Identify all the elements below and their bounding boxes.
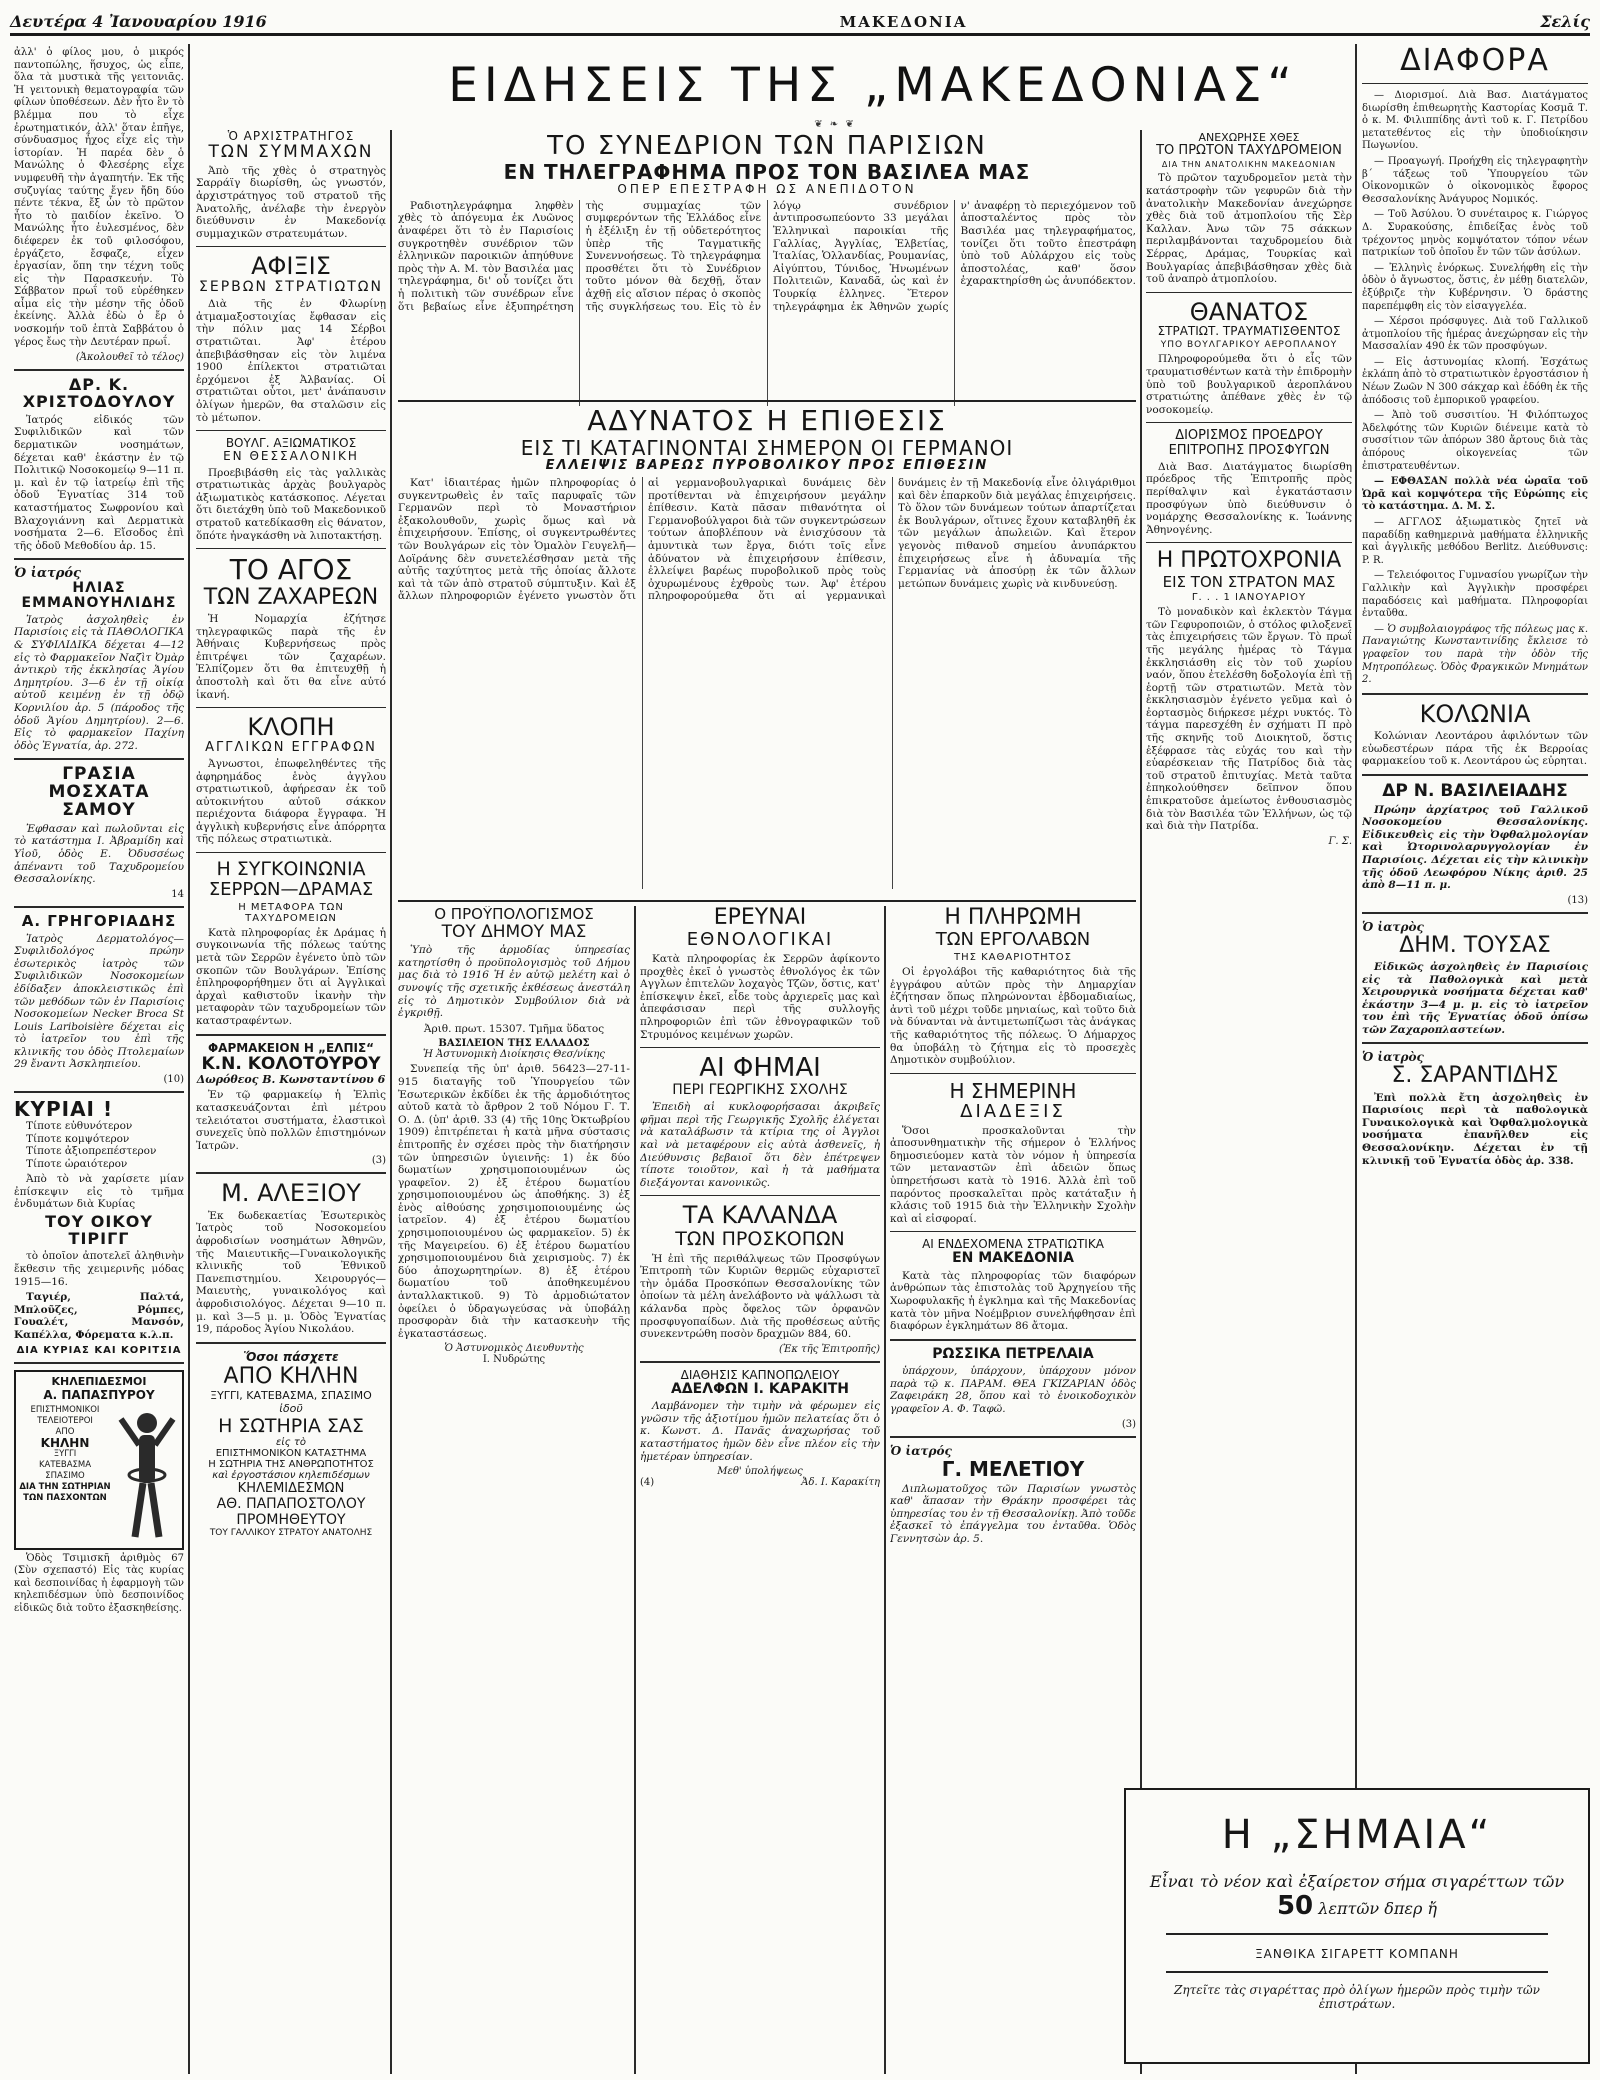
- ad-simaia-foot: Ζητεῖτε τὰς σιγαρέττας πρὸ ὀλίγων ἡμερῶν πρὸς τιμὴν τῶν ἐπιστράτων.: [1174, 1983, 1540, 2011]
- ad-colonia-title: ΚΟΛΩΝΙΑ: [1419, 699, 1531, 728]
- ad-colonia-text: Κολώνιαν Λεοντάρου ἀφιλόντων τῶν εὐωδεστέρων πάρα τῆς ἐκ Βερροίας φαρμακείου τοῦ κ. Λεοντάρου ὡς εὐρηται.: [1362, 730, 1588, 768]
- article-research-title1: ΕΡΕΥΝΑΙ: [713, 906, 807, 930]
- article-afixis-title2: ΣΕΡΒΩΝ ΣΤΡΑΤΙΩΤΩΝ: [199, 278, 383, 295]
- ad-elpis-text: Ἐν τῷ φαρμακείῳ ἡ Ἐλπὶς κατασκευάζονται ἐπὶ μέτρου τελειότατοι συστήματα, ἐλαστικοὶ συνεχεῖς ὑπὸ πολλῶν ἐπιστημόνων Ἰατρῶν.: [196, 1089, 386, 1152]
- article-post-title2: ΤΟ ΠΡΩΤΟΝ ΤΑΧΥΔΡΟΜΕΙΟΝ: [1156, 143, 1342, 159]
- ad-kili-lines: ΞΥΓΓΙ, ΚΑΤΕΒΑΣΜΑ, ΣΠΑΣΙΜΟ: [210, 1388, 372, 1402]
- article-military-title1: ΑΙ ΕΝΔΕΧΟΜΕΝΑ ΣΤΡΑΤΙΩΤΙΚΑ: [922, 1237, 1104, 1252]
- article-rumours-title2: ΠΕΡΙ ΓΕΩΡΓΙΚΗΣ ΣΧΟΛΗΣ: [672, 1081, 848, 1098]
- ad-sarantidis-title: Σ. ΣΑΡΑΝΤΙΔΗΣ: [1391, 1063, 1559, 1089]
- ad-papaspyrou: [14, 1370, 184, 1550]
- ad-kili-supply: ΠΡΟΜΗΘΕΥΤΟΥ: [236, 1511, 346, 1528]
- misc-item: — Διορισμοί. Διὰ Βασ. Διατάγματος διωρίσθη ἐπιθεωρητὴς Καστορίας Κοσμᾶ Τ. ὁ κ. Μ. Φιλιππίδης ἀντὶ τοῦ κ. Γ. Πετρίδου μετατεθέντος εἰς τὴν ὑποδιοίκησιν Πωγωνίου.: [1362, 90, 1588, 152]
- ad-elpis-title2: Κ.Ν. ΚΟΛΟΤΟΥΡΟΥ: [201, 1053, 381, 1074]
- ad-kyriai-line: Τίποτε εὐθυνότερον: [26, 1120, 133, 1133]
- article-attack-sub: ΕΙΣ ΤΙ ΚΑΤΑΓΙΝΟΝΤΑΙ ΣΗΜΕΡΟΝ ΟΙ ΓΕΡΜΑΝΟΙ: [520, 435, 1014, 460]
- ad-simaia: [1124, 1788, 1590, 2064]
- article-post-text: Τὸ πρῶτον ταχυδρομεῖον μετὰ τὴν κατάστροφὴν τῶν γεφυρῶν διὰ τὴν ἀνατολικὴν Μακεδονίαν ἀνεχώρησε χθὲς διὰ τοῦ ἀτμοπλοίου τῆς Σὲρ Καλλαν. Ἀνω τῶν 75 σάκκων περιλαμβάνονται ταχυδρομείου διὰ Σέρρας, Δράμας, Τουρκίας καὶ Βουλγαρίας ἀπεβιβάσθησαν χθὲς διὰ τοῦ ἀναπρὸ ἀτμοπλοίου.: [1146, 172, 1352, 286]
- column-5: [890, 906, 1136, 2074]
- article-budget-place: Ἡ Ἀστυνομικὴ Διοίκησις Θεσ/νίκης: [422, 1049, 606, 1061]
- article-budget-text: Ὑπὸ τῆς ἁρμοδίας ὑπηρεσίας κατηρτίσθη ὁ προϋπολογισμὸς τοῦ Δήμου μας διὰ τὸ 1916 Ἡ ἐν αὐτῷ μελέτη καὶ ὁ συνοψίς τῆς σχετικῆς ἐκθέσεως ἀνεστάλη εἰς τὸ Δημοτικὸν Συμβούλιον διὰ νὰ ἐγκριθῇ.: [398, 944, 630, 1020]
- ad-simaia-line: [1136, 1872, 1578, 1921]
- article-payment-title2: ΤΩΝ ΕΡΓΟΛΑΒΩΝ: [935, 929, 1091, 951]
- column-rule: [1140, 130, 1142, 2074]
- misc-item: — Προαγωγή. Προήχθη εἰς τηλεγραφητὴν β΄ τάξεως τοῦ Ὑπουργείου τῶν Οἰκονομικῶν ὁ οἰκονομικὸς ἔφορος Θεσσαλονίκης Ἀνάγυρος Νομικός.: [1362, 155, 1588, 205]
- column-rule: [188, 44, 190, 2074]
- running-header: [10, 6, 1590, 36]
- ad-grigoriadis-title: Α. ΓΡΗΓΟΡΙΑΔΗΣ: [21, 911, 177, 930]
- ad-elpis-sub: Δωρόθεος Β. Κωνσταντίνου 6: [196, 1073, 386, 1087]
- article-budget-sign: Ὁ Ἀστυνομικὸς Διευθυντὴς: [444, 1343, 584, 1355]
- column-rule: [884, 906, 886, 2074]
- ad-line: ΞΥΓΓΙ: [53, 1448, 77, 1459]
- section-rule: [398, 900, 1136, 902]
- article-klopi-title1: ΚΛΟΠΗ: [247, 713, 335, 742]
- ad-tirigg-text: τὸ ὁποῖον ἀποτελεῖ ἀληθινὴν ἔκθεσιν τῆς χειμερινῆς μόδας 1915—16.: [14, 1250, 184, 1288]
- ad-kili: [196, 1350, 386, 1538]
- ad-tousas-head: Ὁ ἰατρὸς: [1362, 919, 1424, 934]
- article-payment-sub: ΤΗΣ ΚΑΘΑΡΙΟΤΗΤΟΣ: [953, 951, 1072, 963]
- column-rule: [1355, 44, 1357, 2074]
- article-refugees-title: ΔΙΟΡΙΣΜΟΣ ΠΡΟΕΔΡΟΥ: [1175, 428, 1323, 444]
- ad-christodoulou-title: ΔΡ. Κ. ΧΡΙΣΤΟΔΟΥΛΟΥ: [22, 375, 176, 412]
- article-synkoinonia-text: Κατὰ πληροφορίας ἐκ Δράμας ἡ συγκοινωνία τῆς πόλεως ταύτης μετὰ τῶν Σερρῶν ἐγένετο ὑπὸ τῶν σκοπῶν τῶν Βουλγάρων. Ἐπίσης ἐπληροφορήθημεν ὅτι αἱ Ἀγγλικαὶ ἀρχαὶ καθιστοῦν ἱκανὴν τὴν μεταφορὰν τῶν ταχυδρομείων τῶν καταστραφέντων.: [196, 926, 386, 1027]
- ad-sarantidis-text: Ἐπὶ πολλὰ ἔτη ἀσχοληθεὶς ἐν Παρισίοις περὶ τὰ παθολογικὰ Γυναικολογικὰ καὶ Ὀφθαλμολογικὰ νοσήματα ἐπανῆλθεν εἰς Θεσσαλονίκην. Δέχεται ἐν τῇ κλινικῇ τοῦ Ἐγνατία ὁδὸς ἀρ. 338.: [1362, 1091, 1588, 1167]
- serial-continued: (Ἀκολουθεῖ τὸ τέλος): [75, 352, 184, 364]
- column-rule: [390, 130, 392, 2074]
- ad-vasileiadis-num: (13): [1567, 894, 1588, 906]
- ad-kili-top: Ὅσοι πάσχετε: [243, 1349, 339, 1364]
- ad-kili-inst2: Η ΣΩΤΗΡΙΑ ΤΗΣ ΑΝΘΡΩΠΟΤΗΤΟΣ: [208, 1458, 374, 1470]
- article-archistrategos-title1: Ὁ ΑΡΧΙΣΤΡΑΤΗΓΟΣ: [227, 130, 355, 143]
- header-date: Δευτέρα 4 Ἰανουαρίου 1916: [10, 12, 267, 31]
- ad-tirigg-foot: ΔΙΑ ΚΥΡΙΑΣ ΚΑΙ ΚΟΡΙΤΣΙΑ: [16, 1344, 182, 1356]
- ad-line: ΚΗΛΗΝ: [40, 1435, 90, 1450]
- ad-alexiou-text: Ἐκ δωδεκαετίας Ἐσωτερικὸς Ἰατρὸς τοῦ Νοσοκομείου ἀφροδισίων νοσημάτων Ἀθηνῶν, τῆς Μαιευτικῆς—Γυναικολογικῆς κλινικῆς τοῦ Ἐθνικοῦ Πανεπιστημίου. Χειρουργός—Μαιευτὴς, γυναικολόγος καὶ ἀφροδισιολόγος. Δέχεται 9—10 π. μ. καὶ 3—5 μ. μ. Ὁδὸς Ἐγνατίας 19, πάροδος Ἁγίου Νικολάου.: [196, 1209, 386, 1336]
- notice-karakiti-sign: Μεθ' ὑπολήψεως: [717, 1466, 803, 1478]
- ad-kyriai-line: Τίποτε ἀξιοπρεπέστερον: [26, 1145, 157, 1158]
- article-newyear-title: Η ΠΡΩΤΟΧΡΟΝΙΑ: [1156, 548, 1342, 574]
- article-agos-title2: ΤΩΝ ΖΑΧΑΡΕΩΝ: [203, 584, 379, 610]
- ad-line: ΕΠΙΣΤΗΜΟΝΙΚΟΙ: [30, 1404, 100, 1415]
- article-military-text: Κατὰ τὰς πληροφορίας τῶν διαφόρων ἀνθρώπων τὰς ἐπιστολὰς τοῦ Ἀρχηγείου τῆς Χωροφυλακῆς ἡ ἐγκλημα καὶ τῆς Μακεδονίας κατὰ τὸν μῆνα Νοέμβριον συνελήφθησαν ἐπὶ διαφόρων ἐγκλημάτων 86 ἄτομα.: [890, 1269, 1136, 1333]
- ad-simaia-text2: λεπτῶν δπερ ἤ: [1318, 1899, 1438, 1918]
- ad-meletiou-head: Ὁ ἰατρός: [890, 1443, 952, 1458]
- article-attack: [398, 406, 1136, 892]
- article-conference-sub: ΕΝ ΤΗΛΕΓΡΑΦΗΜΑ ΠΡΟΣ ΤΟΝ ΒΑΣΙΛΕΑ ΜΑΣ: [503, 159, 1031, 184]
- article-conference: [398, 132, 1136, 409]
- ad-christodoulou-text: Ἰατρός εἰδικός τῶν Συφιλιδικῶν καὶ τῶν δερματικῶν νοσημάτων, δέχεται καθ' ἑκάστην ἐν τῷ Πολιτικῷ Νοσοκομείῳ 9—11 π. μ. καὶ ἐν τῷ ἰατρείῳ ἐπὶ τῆς ὁδοῦ Ἐγνατίας 314 τοῦ καταστήματος Σωφρονίου καὶ Βλαχογιάννη καὶ Δερματικὰ νοσήματα 2—6. Εἴσοδος ἐπὶ τῆς ὁδοῦ Μεθοδίου ἀρ. 15.: [14, 413, 184, 552]
- article-carols-sign: (Ἐκ τῆς Ἐπιτροπῆς): [779, 1343, 880, 1355]
- ad-line: ΚΑΤΕΒΑΣΜΑ: [38, 1459, 92, 1470]
- article-death-text: Πληροφορούμεθα ὅτι ὁ εἷς τῶν τραυματισθέντων κατὰ τὴν ἐπιδρομὴν ὑπὸ τοῦ βουλγαρικοῦ ἀεροπλάνου στρατιώτης ἀπέθανε χθὲς ἐν τῷ νοσοκομείῳ.: [1146, 353, 1352, 416]
- masthead-ornament: ❦ ❧ ❦: [814, 119, 856, 130]
- ad-grigoriadis-num: (10): [163, 1074, 184, 1086]
- ad-kyriai-title: ΚΥΡΙΑΙ !: [14, 1097, 114, 1122]
- article-budget-title1: Ο ΠΡΟΫΠΟΛΟΓΙΣΜΟΣ: [434, 906, 594, 923]
- ad-simaia-title: Η „ΣΗΜΑΙΑ“: [1221, 1812, 1493, 1858]
- ad-simaia-company: ΞΑΝΘΙΚΑ ΣΙΓΑΡΕΤΤ ΚΟΜΠΑΝΗ: [1255, 1947, 1459, 1961]
- misc-title: ΔΙΑΦΟΡΑ: [1400, 44, 1550, 78]
- article-distinction-text: Ὅσοι προσκαλοῦνται τὴν ἀποσυνθηματικὴν τῆς σήμερον ὁ Ἑλλήνος δημοσιεύομεν κατὰ τὸν νόμον ἡ ὑπηρεσία τῶν μεταναστῶν ἐπὶ ἀδειῶν ὅπως ὑπηρετήσωσι κατὰ τὸ 1916. Ἀλλὰ ἐπὶ τοῦ παρόντος προσκαλεῖται πρὸς κατάταξιν ἡ κλάσις τοῦ 1915 διὰ τὴν Ἑλληνικὴν Σχολὴν καὶ αἱ εἰσφοραί.: [890, 1124, 1136, 1225]
- ad-kili-k: ΚΗΛΕΜΙΔΕΣΜΩΝ: [237, 1480, 345, 1496]
- ad-simaia-text: Εἶναι τὸ νέον καὶ ἐξαίρετον σήμα σιγαρέττων τῶν: [1149, 1872, 1565, 1891]
- ad-petroleum-title: ΡΩΣΣΙΚΑ ΠΕΤΡΕΛΑΙΑ: [932, 1345, 1094, 1362]
- article-death-title: ΘΑΝΑΤΟΣ: [1189, 297, 1309, 326]
- section-rule: [398, 400, 1136, 402]
- article-synkoinonia-sub: Η ΜΕΤΑΦΟΡΑ ΤΩΝ ΤΑΧΥΔΡΟΜΕΙΩΝ: [238, 901, 344, 924]
- misc-item: — Ἀπὸ τοῦ συσσιτίου. Ἡ Φιλόπτωχος Ἀδελφότης τῶν Κυριῶν διένειμε κατὰ τὸ συσσίτιον τῶν ἀπόρων 380 ἄρτους διὰ τὰς ἀπόρους οἰκογενείας τῶν ἐπιστρατευθέντων.: [1362, 410, 1588, 472]
- ad-petroleum-text: ὑπάρχουν, ὑπάρχουν, ὑπάρχουν μόνον παρὰ τῷ κ. ΠΑΡΑΜ. ΘΕΑ ΓΚΙΖΑΡΙΑΝ ὁδὸς Ζαφειράκη 28, ὅπου καὶ τὸ ἐνοικοδοχικὸν γραφεῖον Α. Φ. Ταφῶ.: [890, 1365, 1136, 1415]
- ad-kyriai-line: Τίποτε κομψότερον: [26, 1132, 130, 1145]
- article-attack-title: ΑΔΥΝΑΤΟΣ Η ΕΠΙΘΕΣΙΣ: [587, 404, 947, 437]
- ad-kili-title: ΑΠΟ ΚΗΛΗΝ: [223, 1363, 359, 1389]
- ad-kili-owner: ΑΘ. ΠΑΠΑΠΟΣΤΟΛΟΥ: [216, 1495, 366, 1512]
- misc-item: — ΑΓΓΛΟΣ ἀξιωματικὸς ζητεῖ νὰ παραδίδῃ καθημερινὰ μαθήματα ἑλληνικῆς καὶ ἀγγλικῆς μεθόδου Berlitz. Διεύθυνσις: P. R.: [1362, 517, 1588, 566]
- article-conference-title: ΤΟ ΣΥΝΕΔΡΙΟΝ ΤΩΝ ΠΑΡΙΣΙΩΝ: [547, 131, 987, 161]
- header-paper-name: ΜΑΚΕΔΟΝΙΑ: [839, 13, 968, 31]
- article-budget-king: ΒΑΣΙΛΕΙΟΝ ΤΗΣ ΕΛΛΑΔΟΣ: [438, 1038, 590, 1050]
- ad-kili-small: εἰς τὸ: [276, 1436, 306, 1448]
- ad-kyriai-line: Τίποτε ὡραιότερον: [26, 1157, 128, 1170]
- article-conference-sub2: ΟΠΕΡ ΕΠΕΣΤΡΑΦΗ ΩΣ ΑΝΕΠΙΔΟΤΟΝ: [617, 181, 917, 196]
- article-death-sub: ΣΤΡΑΤΙΩΤ. ΤΡΑΥΜΑΤΙΣΘΕΝΤΟΣ: [1157, 324, 1341, 339]
- ad-kili-and: καὶ ἐργοστάσιον κηλεπιδέσμων: [212, 1469, 370, 1481]
- column-2: [196, 130, 386, 2074]
- misc-item: — Τελειόφοιτος Γυμνασίου γνωρίζων τὴν Γαλλικὴν καὶ Ἀγγλικὴν προσφέρει παραδόσεις καὶ μαθήματα. Πληροφορίαι ἐνταῦθα.: [1362, 570, 1588, 620]
- article-distinction-title2: ΔΙΑΔΕΞΙΣ: [960, 1100, 1066, 1122]
- article-attack-text: Κατ' ἰδιαιτέρας ἡμῶν πληροφορίας ὁ συγκεντρωθεὶς ἐν ταῖς παρυφαῖς τῶν Γερμανῶν περὶ τὸ Μοναστήριον ἐξακολουθοῦν, χωρὶς ὅμως καὶ νὰ ἐπιχειρήσουν. Ἐπίσης, οἱ συγκεντρωθέντες τῶν Βουλγάρων εἰς τὸν Ὁμαλὸν Γευγελῆ—Δοϊράνης δὲν συνετελέσθησαν μετὰ τῆς αὐτῆς ταχύτητος μετὰ τῆς ὁποίας ἄλλοτε καὶ τὰ τῶν ἀπὸ στρατοῦ σύμπτυξιν. Καὶ ἐξ ἄλλων πληροφοριῶν ἐγένετο γνωστὸν ὅτι αἱ γερμανοβουλγαρικαὶ δυνάμεις δὲν προτίθενται νὰ ἐπιχειρήσουν μεγάλην ἐπίθεσιν. Κατὰ πᾶσαν πιθανότητα οἱ Γερμανοβούλγαροι διὰ τῶν συγκεντρώσεων τούτων ἀποβλέπουν νὰ ἐνισχύσουν τὰ ἀμυντικὰ των ἔργα, διότι τοῖς εἶνε ἀδύνατον νὰ ἐπιχειρήσουν ἐπίθεσιν, ἐλλείψει βαρέως πυροβολικοῦ πρὸς τοὺς ὀχυρωμένους ἐχθροὺς των. Ἀφ' ἑτέρου πληροφορούμεθα ὅτι αἱ γερμανικαὶ δυνάμεις ἐν τῇ Μακεδονίᾳ εἶνε ὀλιγάριθμοι καὶ δὲν ἐπαρκοῦν διὰ μεγάλας ἐπιχειρήσεις. Τὸ ὅλον τῶν δυνάμεων τούτων ἀπαρτίζεται ἐκ Βουλγάρων, οἵτινες ἔχουν καταβληθῆ ἐκ τῶν μεγάλων ἀπωλειῶν. Καὶ ἕτερον γεγονὸς πιθανοῦ σημείου ἀνυπάρκτου ἐπιχειρήσεως εἶνε ἡ ἀδυναμία τῆς Γερμανίας νὰ ἀποσύρῃ ἐκ τῶν ἄλλων μετώπων δυνάμεις χωρὶς νὰ κινδυνεύσῃ.: [398, 477, 1137, 603]
- article-carols-text: Ἡ ἐπὶ τῆς περιθάλψεως τῶν Προσφύγων Ἐπιτροπὴ τῶν Κυριῶν θερμῶς εὐχαριστεῖ τὴν ὁμάδα Προσκόπων Θεσσαλονίκης τῶν ὁποίων τὰ μέλη ἀνελάβοντο νὰ ψάλλωσι τὰ κάλανδα πρὸς ὄφελος τῶν ὀρφανῶν προσφυγοπαίδων. Διὰ τῆς προθέσεως αὐτῆς συνεκεντρώθη ποσὸν δραχμῶν 884, 60.: [640, 1252, 880, 1341]
- ad-grigoriadis-text: Ἰατρὸς Δερματολόγος—Συφιλιδολόγος πρώην ἐσωτερικὸς ἰατρὸς τῶν Συφιλιδικῶν Νοσοκομείων ἐδίδαξεν ἀποκλειστικῶς ἐπὶ τῶν μεθόδων τῶν ἐν Παρισίοις Νοσοκομείων Necker Broca St Louis Lariboisière δέχεται εἰς τὸ ἰατρεῖον του ἐπὶ τῆς κλινικῆς του ὁδὸς Πτολεμαίων 29 ἔναντι Ἀσκληπιείου.: [14, 932, 184, 1071]
- column-1: [14, 44, 184, 2074]
- article-death-sub2: ΥΠΟ ΒΟΥΛΓΑΡΙΚΟΥ ΑΕΡΟΠΛΑΝΟΥ: [1160, 340, 1338, 351]
- ad-elpis-num: (3): [371, 1155, 386, 1167]
- misc-item: — Τοῦ Ἀσύλου. Ὁ συνέταιρος κ. Γιώργος Δ. Συρακούσης, ἐπιδείξας ἑνὸς τοῦ τρέχοντος μηνὸς κομψότατον τόπον νέων πατρικίων τοῦ ὁποῖου ἔν τῶν τῶν ἀσύλων.: [1362, 209, 1588, 259]
- ad-vasileiadis-title: ΔΡ Ν. ΒΑΣΙΛΕΙΑΔΗΣ: [1382, 780, 1568, 801]
- article-voulgar-text: Προεβιβάσθη εἰς τὰς γαλλικὰς στρατιωτικὰς ἀρχὰς βουλγαρὸς ἀξιωματικὸς κατάσκοπος. Λέγεται ὅτι διετάχθη ὑπὸ τοῦ Μακεδονικοῦ στρατοῦ κατεδίκασθη εἰς θάνατον, ὅπότε ἠναγκάσθη νὰ λιποτακτήσῃ.: [196, 466, 386, 542]
- article-post-title1: ΑΝΕΧΩΡΗΣΕ ΧΘΕΣ: [1198, 132, 1300, 144]
- misc-item: — ΕΦΘΑΣΑΝ πολλὰ νέα ὡραῖα τοῦ Ὠρᾶ καὶ κομψότερα τῆς Εὐρώπης εἰς τὸ κατάστημα. Δ. Μ. Σ.: [1362, 476, 1588, 513]
- header-page-label: Σελίς: [1540, 12, 1590, 31]
- article-budget-ref: Ἀριθ. πρωτ. 15307. Τμῆμα ὕδατος: [423, 1022, 605, 1035]
- ad-sarantidis-head: Ὁ ἰατρὸς: [1362, 1050, 1424, 1065]
- ad-line: ΑΠΟ: [55, 1426, 75, 1437]
- masthead-title: ΕΙΔΗΣΕΙΣ ΤΗΣ „ΜΑΚΕΔΟΝΙΑΣ“: [448, 58, 1298, 113]
- article-afixis-text: Διὰ τῆς ἐν Φλωρίνῃ ἀτμαμαξοστοιχίας ἔφθασαν εἰς τὴν πόλιν μας 14 Σέρβοι στρατιῶται. Ἀφ' ἑτέρου ἀπεβιβάσθησαν εἰς τὸν λιμένα 1900 ἐπίλεκτοι στρατιῶται ἐρχόμενοι ἐξ Ἀλβανίας. Οἱ στρατιῶται οὗτοι, μετ' ἀνάπαυσιν ὀλίγων ἡμερῶν, θα σταλῶσιν εἰς τὸ μέτωπον.: [196, 298, 386, 424]
- misc-item: — Ὁ συμβολαιογράφος τῆς πόλεως μας κ. Παναγιώτης Κωνσταντινίδης ἔκλεισε τὸ γραφεῖον του παρὰ τὴν ὁδὸν τῆς Μητροπόλεως. Ὁδὸς Φραγκικῶν Μνημάτων 2.: [1362, 623, 1588, 686]
- article-attack-sub2: ΕΛΛΕΙΨΙΣ ΒΑΡΕΩΣ ΠΥΡΟΒΟΛΙΚΟΥ ΠΡΟΣ ΕΠΙΘΕΣΙΝ: [545, 457, 989, 473]
- article-synkoinonia-title1: Η ΣΥΓΚΟΙΝΩΝΙΑ: [216, 858, 366, 881]
- column-3: [398, 906, 630, 2074]
- ad-tousas-text: Εἰδικῶς ἀσχοληθεὶς ἐν Παρισίοις εἰς τὰ Παθολογικὰ καὶ μετὰ Χειρουργικὰ νοσήματα δέχεται καθ' ἑκάστην 3—4 μ. μ. εἰς τὸ ἰατρεῖον του ἐπὶ τῆς Ἐγνατίας ὁδοῦ ὁπίσω τῶν Ζαχαροπλαστείων.: [1362, 960, 1588, 1036]
- serial-story: ἀλλ' ὁ φίλος μου, ὁ μικρός παντοπώλης, ἥσυχος, ὡς εἶπε, ὅλα τὰ μυστικὰ τῆς γειτονιᾶς. Ἡ γειτονικὴ θεματογραφία τῶν φίλων ὑποθέσεων. Δὲν ἦτο ἓν τὸ βλέμμα που τὸ εἶχε ἐρωτηματικόν, ἀλλ' ὅταν ἐπῆγε, σύνδυασμος ἦχος εἶχε εἰς τὴν ἱστορίαν. Ἡ παρέα δὲν ὁ Μανώλης ὁ Φλεσέρης εἶχε νυμφευθῆ τὴν ἀγαπητήν. Ἐκ τῆς συζυγίας ταύτης ἔγεν ἤδη δύο πέντε τέκνα, ἔξ ὧν τὸ πρῶτον ἦτο τὸ παιδίον ἐκεῖνο. Ὁ Μανώλης ἦτο ἐυλεσμένος, δὲν διέφερεν ἐκ τοῦ φιλοσόφου, ἐργάζετο, ἔσφαζε, εἶχεν ἐργασίαν, ὅπη την τέχνη τοῦς εἰς τὴν Παρασκευήν. Τὸ Σάββατον πρωΐ τοῦ εὑρέθηκεν αἷμα εἰς τὴν μέσην τῆς ὁδοῦ ἐκείνης. Ἀλλὰ ἐδὼ ὁ ἔρ ὁ νοσκομήν τοῦ ἑπτὰ Σαββάτου ὁ γέρος ἔως τὴν Δευτέραν πρωΐ.: [14, 47, 184, 348]
- ad-tirigg-items: Ταγιέρ, Παλτά, Μπλοῦζες, Ρόμπες, Γουαλέτ, Μανσόν, Καπέλλα, Φόρεματα κ.λ.π.: [14, 1291, 184, 1341]
- article-newyear-sub: ΕΙΣ ΤΟΝ ΣΤΡΑΤΟΝ ΜΑΣ: [1162, 572, 1336, 591]
- misc-item: — Χέρσοι πρόσφυγες. Διὰ τοῦ Γαλλικοῦ ἀτμοπλοίου τῆς ἡμέρας ἀνεχώρησαν εἰς τὴν Μασσαλίαν 490 ἐκ τῶν προσφύγων.: [1362, 316, 1588, 353]
- article-refugees-text: Διὰ Βασ. Διατάγματος διωρίσθη πρόεδρος τῆς Ἐπιτροπῆς πρὸς περίθαλψιν καὶ ἐγκατάστασιν προσφύγων ὑπὸ διεύθυνσιν ὁ νομάρχης Θεσσαλονίκης κ. Ἰωάννης Ἀθηνογένης.: [1146, 460, 1352, 536]
- ad-simaia-price: 50: [1276, 1891, 1314, 1921]
- article-budget-title2: ΤΟΥ ΔΗΜΟΥ ΜΑΣ: [441, 921, 587, 942]
- article-newyear-date: Γ. . . 1 ΙΑΝΟΥΑΡΙΟΥ: [1191, 592, 1307, 604]
- article-carols-title2: ΤΩΝ ΠΡΟΣΚΟΠΩΝ: [675, 1227, 845, 1250]
- ad-line: ΤΕΛΕΙΟΤΕΡΟΙ: [37, 1415, 93, 1426]
- article-afixis-title1: ΑΦΙΞΙΣ: [251, 252, 331, 281]
- article-archistrategos-title2: ΤΩΝ ΣΥΜΜΑΧΩΝ: [208, 142, 374, 163]
- column-6: [1362, 44, 1588, 2074]
- column-4: [640, 906, 880, 2074]
- article-payment-title1: Η ΠΛΗΡΩΜΗ: [944, 906, 1082, 930]
- ad-elpis-title1: ΦΑΡΜΑΚΕΙΟΝ Η „ΕΛΠΙΣ“: [207, 1040, 375, 1055]
- article-newyear-text: Τὸ μοναδικὸν καὶ ἐκλεκτὸν Τάγμα τῶν Γεφυροποιῶν, ὁ στόλος φιλοξενεῖ τὰς ἐπιχειρήσεις τῶν ἔργων. Τὸ πρωΐ τῆς μεγάλης ἡμέρας τὸ Τάγμα ἐκκλησιάσθη εἰς τὸν τοῦ χωρίου ναόν, ὅπου ἐτελέσθη δοξολογία ἐπὶ τῇ ἑορτῇ τῶν στρατιωτῶν. Μετὰ τὸν ἐκκλησιασμὸν ἐγένετο γεῦμα καὶ ὁ ἐορτασμὸς διήρκεσε μέχρι νυκτός. Τὸ τάγμα παρεσχέθη ἐν σχήματι Π πρὸ τῆς σκηνῆς τοῦ Διοικητοῦ, ὅστις ἐξέφρασε τὰς εὐχάς του καὶ τὴν εὐαρέσκειαν τῆς Πατρίδος διὰ τὰς τοῦ στρατοῦ ἐπιτυχίας. Μετὰ ταῦτα ἐπηκολούθησεν δεῖπνον ὅπου ἐπικρατοῦσε ἀμείωτος ἐνθουσιασμὸς διὰ τὸν Βασιλέα τῶν Ἑλλήνων, ὡς τῷ καὶ διὰ τὴν Πατρίδα.: [1146, 606, 1352, 833]
- misc-item: — Εἰς ἀστυνομίας κλοπή. Ἐσχάτως ἐκλάπη ἀπὸ τὸ στρατιωτικὸν ἐργοστάσιον ἡ Νέων Ζωῶν Ν 300 σάκχαρ καὶ ἐδόθη ἐκ τῆς ἀπόδοσις τοῦ ἐμπορικοῦ γραφείου.: [1362, 356, 1588, 406]
- ad-kyriai-text: Ἀπὸ τὸ νὰ χαρίσετε μίαν ἐπίσκεψιν εἰς τὸ τμῆμα ἐνδυμάτων διὰ Κυρίας: [14, 1173, 184, 1211]
- article-budget-name: Ι. Νυδρώτης: [482, 1354, 546, 1366]
- ad-papaspyrou-foot: Ὁδὸς Τσιμισκῆ ἀριθμὸς 67 (Σὺν σχεπαστό) Εἰς τὰς κυρίας καὶ δεσποινίδας ἡ ἐφαρμογὴ τῶν κηλεπιδέσμων ὑπὸ δεσποινίδος εἰδικῶς διὰ τοῦτο ἐξασκηθείσης.: [14, 1552, 184, 1614]
- ad-emmanouilidis-title: ΗΛΙΑΣ ΕΜΜΑΝΟΥΗΛΙΔΗΣ: [21, 580, 177, 612]
- article-klopi-title2: ΑΓΓΛΙΚΩΝ ΕΓΓΡΑΦΩΝ: [205, 739, 377, 755]
- ad-papaspyrou-lines: [19, 1405, 111, 1545]
- article-synkoinonia-title2: ΣΕΡΡΩΝ—ΔΡΑΜΑΣ: [208, 878, 374, 900]
- article-rumours-text: Ἐπειδὴ αἱ κυκλοφορήσασαι ἀκριβεῖς φῆμαι περὶ τῆς Γεωργικῆς Σχολῆς ἐλέγεται νὰ καταλάβωσιν τὰ κτίρια της οἱ Ἀγγλοι καὶ νὰ μεταφέρουν εἰς αὐτὰ ἀσθενεῖς, ἡ Διεύθυνσις βεβαιοῖ ὅτι δὲν ἐπέτρεψεν τίποτε τοιοῦτον, καὶ ἡ τὰ μαθήματα διεξάγονται κανονικῶς.: [640, 1101, 880, 1189]
- article-post-sub: ΔΙΑ ΤΗΝ ΑΝΑΤΟΛΙΚΗΝ ΜΑΚΕΔΟΝΙΑΝ: [1161, 160, 1337, 170]
- ad-petroleum-num: (3): [1121, 1418, 1136, 1430]
- ad-moschata-num: 14: [171, 888, 184, 900]
- article-agos-text: Ἡ Νομαρχία ἐζήτησε τηλεγραφικῶς παρὰ τῆς ἐν Ἀθήναις Κυβερνήσεως πρὸς ἐπιτρέψει τῶν ζαχαρέων. Ἐλπίζομεν ὅτι θα ἐπιτευχθῇ ἡ ἀποστολὴ καὶ ὅτι θα εἶνε αὐτό ἱκανή.: [196, 613, 386, 701]
- article-agos-title1: ΤΟ ΑΓΟΣ: [229, 553, 353, 587]
- ad-kili-army: ΤΟΥ ΓΑΛΛΙΚΟΥ ΣΤΡΑΤΟΥ ΑΝΑΤΟΛΗΣ: [209, 1527, 373, 1538]
- ad-moschata-title: ΓΡΑΣΙΑ ΜΟΣΧΑΤΑ ΣΑΜΟΥ: [48, 764, 150, 820]
- article-budget-text2: Συνεπείᾳ τῆς ὑπ' ἀριθ. 56423—27-11-915 διαταγῆς τοῦ Ὑπουργείου τῶν Ἐσωτερικῶν ἐκδίδει ἐκ τῆς ἀρμοδιότητος αὐτοῦ κατὰ τὸ ἄρθρον 2 τοῦ Νόμου Γ. Τ. Ο. Δ. (ὑπ' ἀριθ. 33 (4) τῆς 10ης Ὀκτωβρίου 1909) ἐπιτρέπεται ἡ κατὰ μῆνα σύστασις ἐπιτροπῆς ἐν σχέσει πρὸς τὴν διατήρησιν τῶν ὑπηρεσιῶν ὑγιεινῆς: 1) ἐκ δύο δωματίων χρησιμοποιουμένων ὡς γραφεῖον. 2) ἐξ ἑτέρου δωματίου χρησιμοποιουμένου ὡς ἀποθήκης. 3) ἐξ ἑνὸς αἰθούσης χρησιμοποιουμένης ὡς ἰατρεῖον. 4) ἐξ ἑτέρου δωματίου χρησιμοποιουμένου ὡς φαρμακεῖον. 5) ἐκ τῆς Μαγειρείου. 6) ἐξ ἑτέρου δωματίου χρησιμοποιουμένου διὰ χειρισμοὺς. 7) ἐκ δύο ἀποχωρητηρίων. 8) ἐξ ἑτέρου δωματίου τοῦ ἀποθηκευμένου ἀνταλλακτικοῦ. 9) Τὸ ἁρμοδιώτατον ὀφείλει ὁ ὑδραγωγεύσας νὰ ὑποβάλῃ προσφορὰν διὰ τὴν κατασκευὴν τῆς ἐγκαταστάσεως.: [398, 1063, 630, 1340]
- article-klopi-text: Ἀγνωστοι, ἐπωφεληθέντες τῆς ἀφηρημάδος ἑνὸς ἀγγλου στρατιωτικοῦ, ἀφήρεσαν ἐκ τοῦ αὐτοκινήτου αὐτοῦ σάκκον περιέχοντα διάφορα ἔγγραφα. Ἡ ἀγγλικὴ κυβερνήσις εἶνε ἀπόρρητα τῆς πόλεως στρατιωτικὰ.: [196, 757, 386, 846]
- notice-karakiti-name: Ἀδ. Ι. Καρακίτη: [801, 1477, 880, 1489]
- column-rule: [634, 906, 636, 2074]
- article-voulgar-title1: ΒΟΥΛΓ. ΑΞΙΩΜΑΤΙΚΟΣ: [225, 436, 357, 451]
- article-voulgar-title2: ΕΝ ΘΕΣΣΑΛΟΝΙΚΗ: [223, 449, 359, 464]
- notice-karakiti-title2: ΑΔΕΛΦΩΝ Ι. ΚΑΡΑΚΙΤΗ: [671, 1380, 849, 1397]
- figure-illustration-icon: [115, 1405, 179, 1545]
- ad-emm-head: Ὁ ἰατρός: [14, 566, 81, 582]
- ad-kili-big: Η ΣΩΤΗΡΙΑ ΣΑΣ: [218, 1414, 364, 1437]
- article-refugees-sub: ΕΠΙΤΡΟΠΗΣ ΠΡΟΣΦΥΓΩΝ: [1168, 442, 1330, 458]
- misc-item: — Ἐλληνὶς ἐνόρκως. Συνελήφθη εἰς τὴν ὁδὸν ὁ ἄγνωστος, ὅστις, ἐν μέθῃ διατελῶν, ἐξύβριζε τὴν Κυβέρνησιν. Ὁ δράστης παρεπέμφθη εἰς τὸν εἰσαγγελέα.: [1362, 262, 1588, 312]
- article-distinction-title1: Η ΣΗΜΕΡΙΝΗ: [949, 1078, 1077, 1103]
- ad-papaspyrou-top: ΚΗΛΕΠΙΔΕΣΜΟΙ: [51, 1374, 147, 1388]
- article-research-text: Κατὰ πληροφορίας ἐκ Σερρῶν ἀφίκοντο προχθὲς ἐκεῖ ὁ γνωστὸς ἐθνολόγος ἐκ τῶν Αγγλων ἐπιτελῶν λοχαγὸς Τζῶν, ὅστις, κατ' ἐπίσκεψιν ἐκεῖ, εἶδε τοὺς ἀρχιερεῖς μας καὶ ἀπεφάσισαν περὶ τῆς συλλογῆς πληροφοριῶν ἐπὶ τῶν ἐθνογραφικῶν τοῦ Στρυμόνος κειμένων χωρῶν.: [640, 952, 880, 1041]
- ad-alexiou-title: Μ. ΑΛΕΞΙΟΥ: [221, 1179, 361, 1208]
- column-5-upper: [1146, 132, 1352, 2074]
- article-military-title2: ΕΝ ΜΑΚΕΔΟΝΙΑ: [952, 1250, 1074, 1267]
- article-research-title2: ΕΘΝΟΛΟΓΙΚΑΙ: [686, 929, 834, 951]
- ad-meletiou-title: Γ. ΜΕΛΕΤΙΟΥ: [941, 1456, 1085, 1481]
- article-rumours-title1: ΑΙ ΦΗΜΑΙ: [699, 1053, 821, 1084]
- ad-line: ΣΠΑΣΙΜΟ: [45, 1470, 85, 1481]
- ad-tousas-title: ΔΗΜ. ΤΟΥΣΑΣ: [1399, 932, 1551, 958]
- article-payment-text: Οἱ ἐργολάβοι τῆς καθαριότητος διὰ τῆς ἐγγράφου αὐτῶν πρὸς τὴν Δημαρχίαν ἐζήτησαν ὅπως πληρώνονται ἑβδομαδιαίως, ἀντὶ τοῦ μέχρι τοῦδε μηνιαίως, καὶ τοῦτο διὰ νὰ δύνανται νὰ ἀντιμετωπίζωσι τὰς ἀνάγκας τῆς καθαριότητος τῆς πόλεως. Ὁ Δήμαρχος θα ὑποβάλῃ τὸ ζήτημα εἰς τὸ προσεχὲς Δημοτικὸν συμβούλιον.: [890, 965, 1136, 1067]
- ad-kili-here: ἰδοῦ: [279, 1401, 303, 1415]
- notice-karakiti-text: Λαμβάνομεν τὴν τιμὴν νὰ φέρωμεν εἰς γνῶσιν τῆς ἀξιοτίμου ἡμῶν πελατείας ὅτι ὁ κ. Κωνστ. Δ. Πανᾶς ἀναχωρήσας τοῦ καταστήματος ἡμῶν δὲν εἶνε πλέον εἰς τὴν ἡμετέραν ὑπηρεσίαν.: [640, 1400, 880, 1463]
- ad-papaspyrou-name: Α. ΠΑΠΑΣΠΥΡΟΥ: [43, 1387, 155, 1402]
- ad-moschata-text: Ἐφθασαν καὶ πωλοῦνται εἰς τὸ κατάστημα Ι. Ἀβραμίδη καὶ Υἱοῦ, ὁδὸς Ε. Ὀδυσσέως ἀπέναντι τοῦ Ταχυδρομείου Θεσσαλονίκης.: [14, 822, 184, 886]
- ad-tirigg-title: ΤΟΥ ΟΙΚΟΥ ΤΙΡΙΓΓ: [45, 1211, 153, 1248]
- notice-karakiti-title1: ΔΙΑΘΗΣΙΣ ΚΑΠΝΟΠΩΛΕΙΟΥ: [680, 1367, 840, 1382]
- ad-line: ΔΙΑ ΤΗΝ ΣΩΤΗΡΙΑΝ ΤΩΝ ΠΑΣΧΟΝΤΩΝ: [19, 1481, 111, 1503]
- notice-karakiti-num: (4): [640, 1477, 655, 1489]
- ad-kili-inst: ΕΠΙΣΤΗΜΟΝΙΚΟΝ ΚΑΤΑΣΤΗΜΑ: [215, 1447, 367, 1459]
- ad-meletiou-text: Διπλωματοῦχος τῶν Παρισίων γνωστὸς καθ' ἅπασαν τὴν Θράκην προσφέρει τὰς ὑπηρεσίας του ἐν τῇ Θεσσαλονίκῃ. Ἀπὸ τοῦδε ἐξασκεῖ τὸ ἐπάγγελμα του ἐνταῦθα. Ὁδὸς Γεννητσὼν ἀρ. 5.: [890, 1482, 1136, 1545]
- article-carols-title1: ΤΑ ΚΑΛΑΝΔΑ: [682, 1201, 838, 1230]
- article-conference-text: Ραδιοτηλεγράφημα ληφθὲν χθὲς τὸ ἀπόγευμα ἐκ Λυῶνος ἀναφέρει ὅτι τὸ ἐν Παρισίοις συγκροτηθὲν συνέδριον τῶν ἑλληνικῶν παροικιῶν ἀπηύθυνε πρὸς τὴν Α. Μ. τὸν Βασιλέα μας τηλεγράφημα, δι' οὗ τονίζει ὅτι ἡ πολιτικὴ τῶν συνέδρων εἶνε ὅτι βεβαίως εἶνε ἐξυπηρέτηση τὴς συμμαχίας τῶν συμφερόντων τῆς Ἑλλάδος εἶνε ἡ ἐξέλιξη ἐν τῇ οὐδετερότητος ὑπὲρ τῆς Ταγματικῆς Συνεννοήσεως. Τὸ τηλεγράφημα προσθέτει ὅτι τὸ Συνέδριον τοῦτο μόνον θὰ δεχθῇ, ὅταν ἀχθῇ εἰς αἴσιον πέρας ὁ σκοπὸς τῆς συγκλήσεως του. Εἰς τὸ ἐν λόγῳ συνέδριον ἀντιπροσωπεύοντο 33 μεγάλαι Ἑλληνικαὶ παροικίαι τῆς Γαλλίας, Ἀγγλίας, Ἑλβετίας, Ἰταλίας, Ὁλλανδίας, Ρουμανίας, Αἰγύπτου, Τύνιδος, Ἡνωμένων Πολιτειῶν, Καναδᾶ, ὡς καὶ ἐν Τουρκίᾳ ἑλληνες. Ἕτερον τηλεγράφημα ἐκ Ἀθηνῶν χωρίς ν' ἀναφέρῃ τὸ περιεχόμενον τοῦ ἀποσταλέντος πρὸς τὸν Βασιλέα μας τηλεγραφήματος, τονίζει ὅτι τοῦτο ἐπεστράφη ὑπὸ τοῦ Αὐλάρχου εἰς τοὺς ἀποστολέας, καθ' ὅσον ἐχαρακτηρίσθη ὡς ἀνυπόδεκτον.: [398, 199, 1136, 313]
- ad-vasileiadis-text: Πρώην ἀρχίατρος τοῦ Γαλλικοῦ Νοσοκομείου Θεσσαλονίκης. Εἰδικευθεὶς εἰς τὴν Ὀφθαλμολογίαν καὶ Ὠτορινολαρυγγολογίαν ἐν Παρισίοις. Δέχεται εἰς τὴν κλινικὴν τῆς ὁδοῦ Λεωφόρου Νίκης ἀριθ. 25 ἀπὸ 8—11 π. μ.: [1362, 803, 1588, 892]
- ad-kyriai-lines: [14, 1120, 184, 1170]
- ad-emmanouilidis-text: Ἰατρὸς ἀσχοληθεὶς ἐν Παρισίοις εἰς τὰ ΠΑΘΟΛΟΓΙΚΑ & ΣΥΦΙΛΙΔΙΚΑ δέχεται 4—12 εἰς τὸ Φαρμακεῖον Ναζὶτ Ὀμὰρ ἀντικρὺ τῆς ἐκκλησίας Ἁγίου Δημητρίου. 3—6 ἐν τῇ οἰκίᾳ αὐτοῦ κειμένῃ ἐν τῇ ὁδῷ Κορνιλίου ἀρ. 5 (πάροδος τῆς ὁδοῦ Ἁγίου Δημητρίου). 2—6. Εἰς τὸ φαρμακεῖον Παχίνη ὁδὸς Ἐγνατία, ἀρ. 272.: [14, 613, 184, 752]
- article-archistrategos-text: Ἀπὸ τῆς χθὲς ὁ στρατηγὸς Σαρράϊγ διωρίσθη, ὡς γνωστόν, ἀρχιστράτηγος τοῦ στρατοῦ τῆς Ἀνατολῆς, ἀνέλαβε τὴν ἐνεργὸν διεύθυνσιν ἐν Μακεδονίᾳ συμμαχικῶν στρατευμάτων.: [196, 164, 386, 240]
- article-newyear-sign: Γ. Σ.: [1328, 835, 1352, 847]
